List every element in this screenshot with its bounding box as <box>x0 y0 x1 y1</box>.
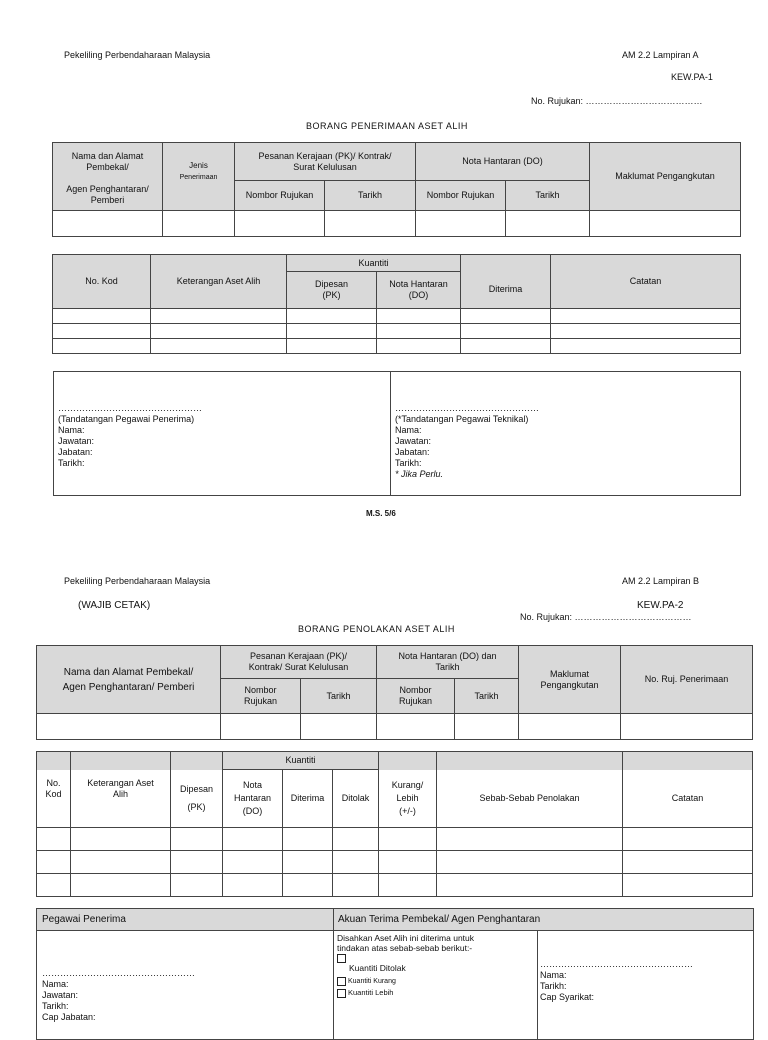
form-code: KEW.PA-1 <box>671 72 713 82</box>
rejection-quantity-table <box>36 751 753 897</box>
order-date-header-b: Tarikh <box>301 679 377 714</box>
order-header-b: Pesanan Kerajaan (PK)/ Kontrak/ Surat Kelulusan <box>221 646 377 679</box>
form-code-b: KEW.PA-2 <box>637 600 684 611</box>
table-row <box>53 211 741 237</box>
receiving-officer-signature[interactable]: ………………………………………… (Tandatangan Pegawai Penerima) Nama: Jawatan: Jabatan: Tarikh: <box>58 403 202 468</box>
ref-code-b: AM 2.2 Lampiran B <box>622 576 700 586</box>
supplier-signature[interactable]: …………………………………………… Nama: Tarikh: Cap Syarikat: <box>540 959 693 1002</box>
ref-no-field[interactable]: No. Rujukan: ………………………………… <box>531 96 703 106</box>
do-qty-header-b: Nota Hantaran (DO) <box>223 770 283 828</box>
received-header-b: Diterima <box>283 770 333 828</box>
order-ref-header: Nombor Rujukan <box>235 181 325 211</box>
must-print-label: (WAJIB CETAK) <box>78 600 151 611</box>
do-date-header: Tarikh <box>506 181 590 211</box>
ref-no-field-b[interactable]: No. Rujukan: ………………………………… <box>520 612 692 622</box>
remarks-header-b: Catatan <box>623 770 753 828</box>
table-row <box>37 874 753 897</box>
supplier-header-cont: Agen Penghantaran/ Pemberi <box>53 181 163 211</box>
quantity-header-b: Kuantiti <box>223 752 379 770</box>
do-date-header-b: Tarikh <box>455 679 519 714</box>
transport-header-b: Maklumat Pengangkutan <box>519 646 621 714</box>
rejected-header: Ditolak <box>333 770 379 828</box>
do-ref-header-b: Nombor Rujukan <box>377 679 455 714</box>
table-row <box>37 851 753 874</box>
rejection-info-table <box>36 645 753 740</box>
ordered-header-b: Dipesan (PK) <box>171 770 223 828</box>
diff-header: Kurang/ Lebih (+/-) <box>379 770 437 828</box>
transport-header: Maklumat Pengangkutan <box>590 143 741 211</box>
quantity-header: Kuantiti <box>287 255 461 272</box>
do-ref-header: Nombor Rujukan <box>416 181 506 211</box>
checkbox-excess[interactable] <box>337 989 346 998</box>
form-title: BORANG PENERIMAAN ASET ALIH <box>306 121 468 131</box>
do-header-b: Nota Hantaran (DO) dan Tarikh <box>377 646 519 679</box>
circular-title: Pekeliling Perbendaharaan Malaysia <box>64 50 211 60</box>
supplier-ack-header: Akuan Terima Pembekal/ Agen Penghantaran <box>338 914 541 925</box>
order-header: Pesanan Kerajaan (PK)/ Kontrak/ Surat Kelulusan <box>235 143 416 181</box>
remarks-header: Catatan <box>551 255 741 309</box>
receipt-type-header: Jenis Penerimaan <box>163 143 235 211</box>
checkbox-rejected[interactable] <box>337 954 346 963</box>
table-row <box>53 339 741 354</box>
table-row <box>53 324 741 339</box>
checkbox-short[interactable] <box>337 977 346 986</box>
received-header: Diterima <box>461 272 551 309</box>
receipt-info-table <box>52 142 741 237</box>
order-date-header: Tarikh <box>325 181 416 211</box>
page-number: M.S. 5/6 <box>366 509 396 518</box>
ordered-header: Dipesan (PK) <box>287 272 377 309</box>
receipt-ref-header: No. Ruj. Penerimaan <box>621 646 753 714</box>
receiving-officer-header: Pegawai Penerima <box>42 914 126 925</box>
signature-box <box>53 371 741 496</box>
do-header: Nota Hantaran (DO) <box>416 143 590 181</box>
table-row <box>37 714 753 740</box>
supplier-confirmation: Disahkan Aset Alih ini diterima untuk tindakan atas sebab-sebab berikut:- Kuantiti Ditolak Kuantiti Kurang Kuantiti Lebih <box>337 933 475 998</box>
table-row <box>53 309 741 324</box>
form-title-b: BORANG PENOLAKAN ASET ALIH <box>298 624 455 634</box>
order-ref-header-b: Nombor Rujukan <box>221 679 301 714</box>
reasons-header: Sebab-Sebab Penolakan <box>437 770 623 828</box>
ref-code: AM 2.2 Lampiran A <box>622 50 699 60</box>
table-row <box>37 828 753 851</box>
acknowledgement-box <box>36 908 754 1040</box>
circular-title-b: Pekeliling Perbendaharaan Malaysia <box>64 576 211 586</box>
supplier-header-b: Nama dan Alamat Pembekal/ Agen Penghantaran/ Pemberi <box>37 646 221 714</box>
option-rejected-label: Kuantiti Ditolak <box>349 963 406 974</box>
receiving-officer-signature-b[interactable]: …………………………………………… Nama: Jawatan: Tarikh: Cap Jabatan: <box>42 968 195 1022</box>
desc-header: Keterangan Aset Alih <box>151 255 287 309</box>
technical-officer-signature[interactable]: ………………………………………… (*Tandatangan Pegawai Teknikal) Nama: Jawatan: Jabatan: Tarikh: * Jika Perlu. <box>395 403 539 479</box>
do-qty-header: Nota Hantaran (DO) <box>377 272 461 309</box>
code-header: No. Kod <box>53 255 151 309</box>
desc-header-b: Keterangan Aset Alih <box>71 770 171 828</box>
code-header-b: No. Kod <box>37 770 71 828</box>
asset-quantity-table <box>52 254 741 354</box>
supplier-header: Nama dan Alamat Pembekal/ <box>53 143 163 181</box>
